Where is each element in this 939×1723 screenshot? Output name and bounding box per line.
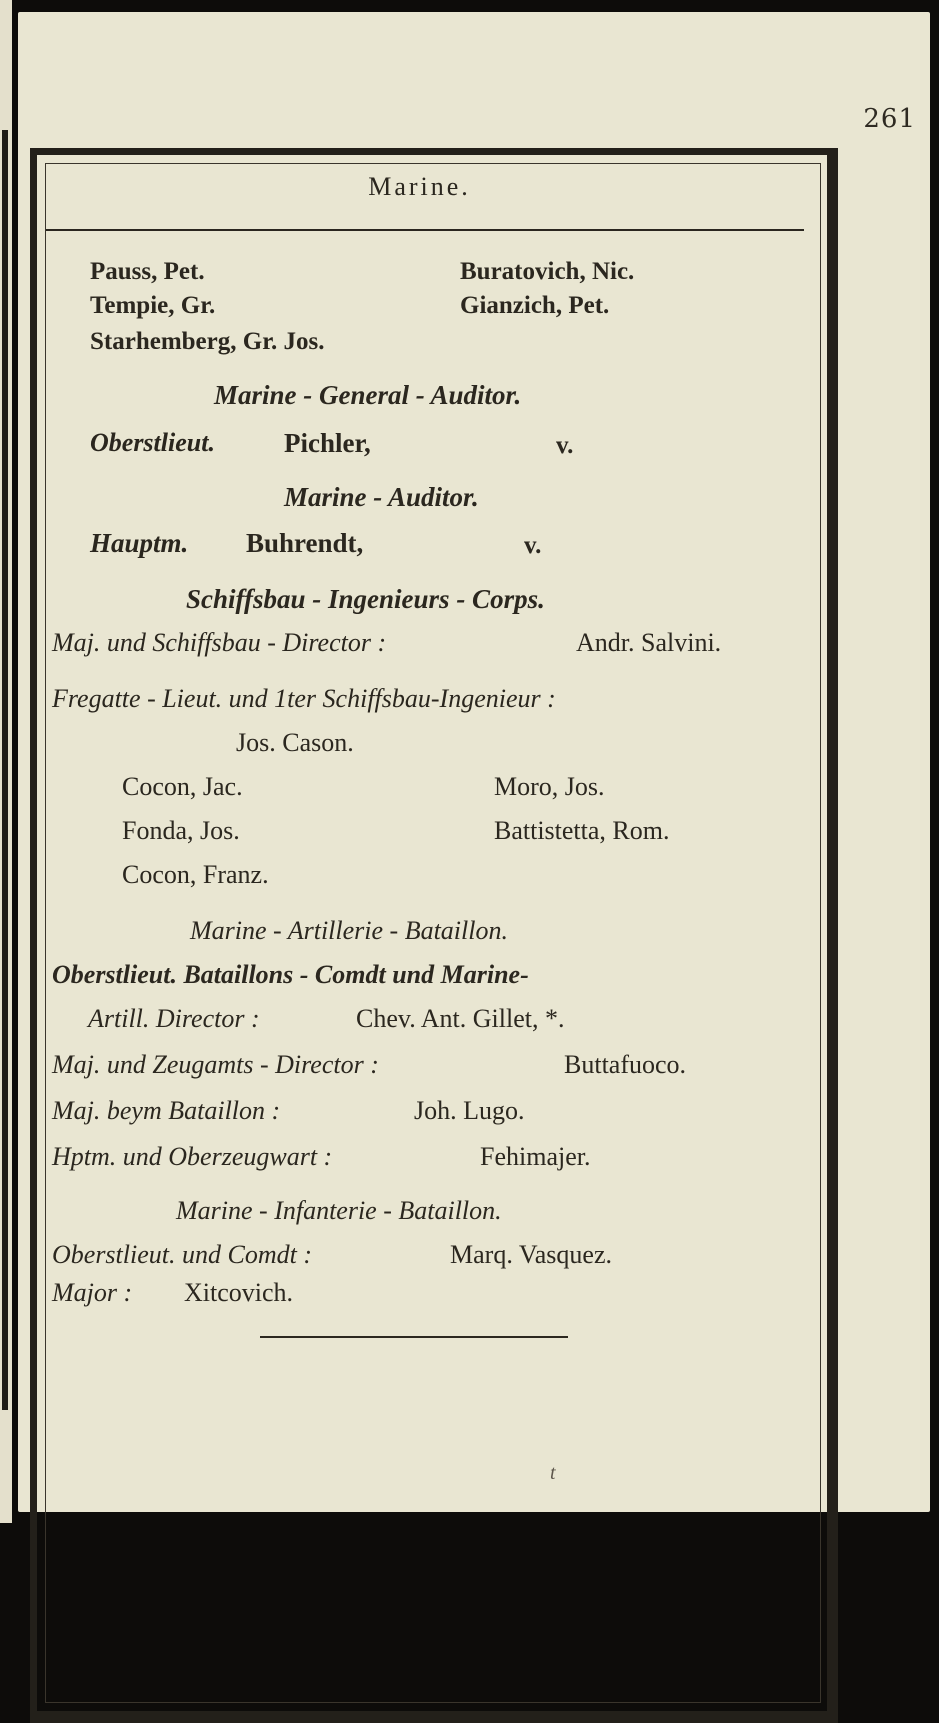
artillerie-line2-name: Chev. Ant. Gillet, *. — [356, 1004, 565, 1033]
schiffsbau-member-right-1: Moro, Jos. — [494, 772, 605, 801]
general-auditor-name: Pichler, — [284, 428, 371, 458]
infanterie-line2-name: Xitcovich. — [184, 1278, 294, 1307]
artillerie-line1-rank: Oberstlieut. Bataillons - Comdt und Marine- — [52, 960, 529, 989]
general-auditor-heading: Marine - General - Auditor. — [214, 380, 522, 410]
book-page — [18, 12, 930, 1512]
footer-mark: t — [550, 1462, 556, 1484]
general-auditor-suffix: v. — [556, 432, 574, 459]
schiffsbau-heading: Schiffsbau - Ingenieurs - Corps. — [186, 584, 545, 614]
facing-page-edge — [0, 0, 12, 1523]
facing-page-border — [2, 130, 8, 1410]
artillerie-line4-name: Joh. Lugo. — [414, 1096, 525, 1125]
infanterie-line2-rank: Major : — [52, 1278, 133, 1307]
page-number: 261 — [863, 104, 916, 134]
name-left-1: Pauss, Pet. — [90, 258, 205, 285]
infanterie-line1-rank: Oberstlieut. und Comdt : — [52, 1240, 312, 1269]
name-right-1: Buratovich, Nic. — [460, 258, 635, 285]
infanterie-line1-name: Marq. Vasquez. — [450, 1240, 612, 1269]
auditor-rank: Hauptm. — [90, 528, 189, 558]
infanterie-heading: Marine - Infanterie - Bataillon. — [176, 1196, 502, 1225]
closing-rule — [260, 1336, 568, 1338]
artillerie-line3-rank: Maj. und Zeugamts - Director : — [52, 1050, 379, 1079]
auditor-name: Buhrendt, — [246, 528, 364, 558]
schiffsbau-engineer-rank: Fregatte - Lieut. und 1ter Schiffsbau-Ingenieur : — [52, 684, 556, 713]
name-left-3: Starhemberg, Gr. Jos. — [90, 328, 325, 355]
artillerie-line5-rank: Hptm. und Oberzeugwart : — [52, 1142, 333, 1171]
name-right-2: Gianzich, Pet. — [460, 292, 610, 319]
auditor-suffix: v. — [524, 532, 542, 559]
artillerie-line2-rank: Artill. Director : — [88, 1004, 260, 1033]
artillerie-line3-name: Buttafuoco. — [564, 1050, 687, 1079]
artillerie-line5-name: Fehimajer. — [480, 1142, 591, 1171]
schiffsbau-director-rank: Maj. und Schiffsbau - Director : — [52, 628, 387, 657]
general-auditor-rank: Oberstlieut. — [90, 428, 215, 457]
schiffsbau-director-name: Andr. Salvini. — [576, 628, 722, 657]
title-rule — [46, 229, 804, 231]
schiffsbau-member-left-1: Cocon, Jac. — [122, 772, 243, 801]
auditor-heading: Marine - Auditor. — [284, 482, 479, 512]
artillerie-line4-rank: Maj. beym Bataillon : — [52, 1096, 281, 1125]
schiffsbau-member-right-2: Battistetta, Rom. — [494, 816, 670, 845]
schiffsbau-member-left-3: Cocon, Franz. — [122, 860, 269, 889]
section-title: Marine. — [368, 172, 471, 201]
schiffsbau-engineer-name: Jos. Cason. — [236, 728, 354, 757]
artillerie-heading: Marine - Artillerie - Bataillon. — [190, 916, 508, 945]
name-left-2: Tempie, Gr. — [90, 292, 216, 319]
schiffsbau-member-left-2: Fonda, Jos. — [122, 816, 240, 845]
